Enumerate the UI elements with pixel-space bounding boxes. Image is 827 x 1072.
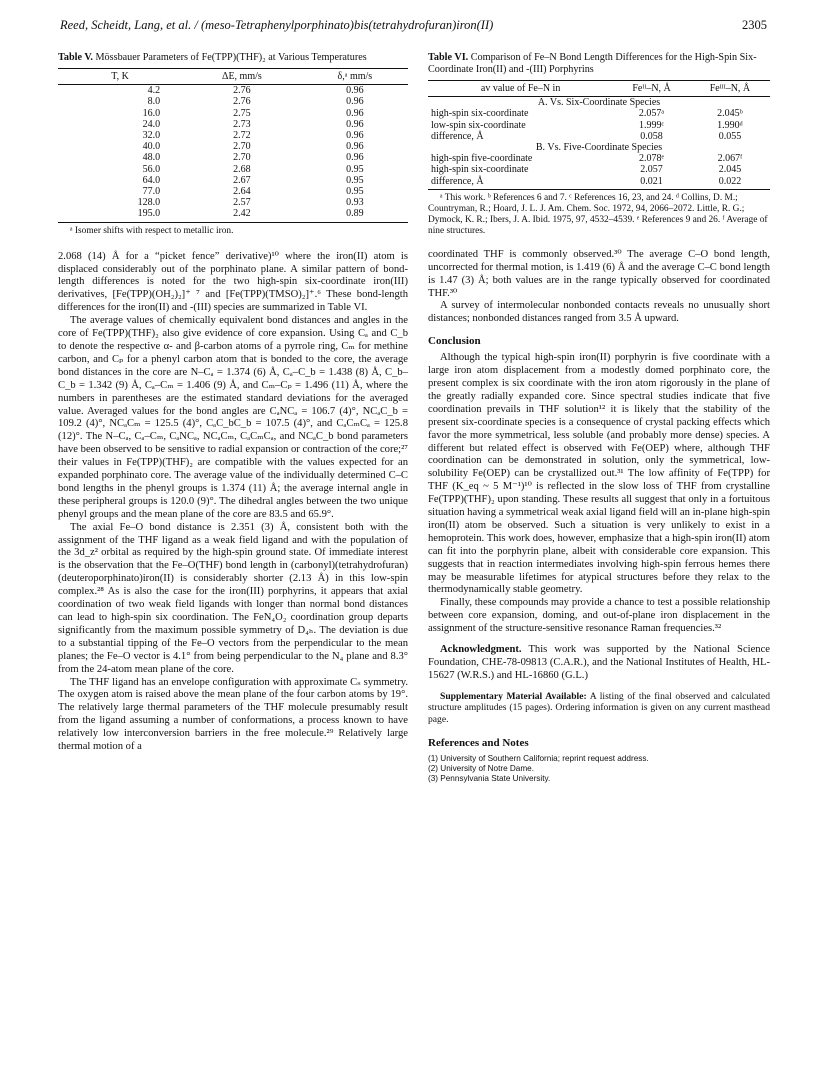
- table-cell: 2.76: [233, 96, 251, 108]
- table-cell: 0.93: [346, 197, 364, 209]
- table-cell: high-spin six-coordinate: [431, 164, 529, 176]
- table-cell: 40.0: [142, 141, 161, 153]
- table-cell: 0.96: [346, 141, 364, 153]
- table-cell: 1.990ᵈ: [717, 119, 743, 131]
- table-row: [58, 152, 408, 163]
- table-cell: 2.73: [233, 118, 251, 130]
- table-cell: 2.70: [233, 141, 251, 153]
- table-row: [58, 141, 408, 152]
- table-section-label: B. Vs. Five-Coordinate Species: [535, 142, 663, 154]
- table-cell: 0.055: [718, 130, 742, 142]
- table6-header-row: [428, 81, 770, 97]
- table-cell: 2.72: [233, 130, 251, 142]
- table-section-row: [428, 97, 770, 109]
- table-cell: 48.0: [142, 152, 161, 164]
- table-cell: 0.89: [302, 208, 408, 222]
- table-cell: 0.022: [690, 176, 770, 190]
- table-cell: high-spin six-coordinate: [431, 108, 529, 120]
- reference-item: (1) University of Southern California; reprint request address.: [428, 753, 649, 763]
- table-cell: difference, Å: [428, 176, 613, 190]
- table-cell: 77.0: [142, 186, 161, 198]
- table5-caption-text: Mössbauer Parameters of Fe(TPP)(THF)₂ at Various Temperatures: [95, 52, 367, 63]
- running-head: [60, 18, 493, 33]
- table6: [428, 80, 770, 190]
- ack-text: This work was supported by the National Science Foundation, CHE-78-09813 (C.A.R.), and the National Institutes of Health, HL-15627 (W.R.S.) and HL-16860 (G.L.): [428, 644, 770, 681]
- body-paragraph: The average values of chemically equivalent bond distances and angles in the core of Fe(TPP)(THF)₂ also give evidence of core expansion. Using Cₐ and C_b to denote the respective α- and β-carbon atoms of a pyrrole ring, Cₘ for methine carbon, and Cₚ for a phenyl carbon atom that is bonded to the core, the average bond distances in the core are N–Cₐ = 1.374 (6) Å, Cₐ–C_b = 1.438 (8) Å, C_b–C_b = 1.342 (9) Å, Cₐ–Cₘ = 1.406 (9) Å, and Cₘ–Cₚ = 1.496 (11) Å, where the numbers in parentheses are the estimated standard deviations for the averaged value. Averaged values for the bond angles are CₐNCₐ = 106.7 (4)°, NCₐC_b = 109.2 (4)°, NCₐCₘ = 125.5 (4)°, CₐC_bC_b = 107.5 (4)°, and CₐCₘCₐ = 125.8 (12)°. The N–Cₐ, Cₐ–Cₘ, CₐNCₐ, NCₐCₘ, CₐCₘCₐ, and NCₐC_b bond parameters have been observed to be sensitive to radial expansion or contraction of the core;²⁷ their values in Fe(TPP)(THF)₂ are compatible with the values expected for an expanded porphinato core. The average value of the individually determined C–C bond lengths in the phenyl groups is 1.374 (11) Å; the average internal angle in these peripheral groups is 120.0 (9)°. The dihedral angles between the two unique phenyl groups and the mean plane of the core are 83.5 and 65.9°.: [58, 315, 408, 520]
- body-paragraph: A survey of intermolecular nonbonded contacts reveals no unusually short distances; nonbonded distances ranged from 3.5 Å upward.: [428, 300, 770, 325]
- table-row: [58, 119, 408, 130]
- table-cell: 0.96: [346, 152, 364, 164]
- table-cell: 1.999ᶜ: [639, 119, 665, 131]
- table-row: [428, 153, 770, 164]
- table-cell: 2.64: [233, 186, 251, 198]
- table-row: [58, 175, 408, 186]
- table-cell: 0.021: [613, 176, 690, 190]
- table-cell: 24.0: [142, 118, 161, 130]
- table-cell: 8.0: [147, 96, 161, 108]
- body-paragraph: 2.068 (14) Å for a “picket fence” derivative)¹⁰ where the iron(II) atom is displaced considerably out of the porphinato plane. A similar pattern of bond-length differences is noted for the two high-spin six-coordinate iron(III) derivatives, [Fe(TPP)(OH₂)₂]⁺ ⁷ and [Fe(TPP)(TMSO)₂]⁺.⁶ These bond-length differences for the iron(II) and -(III) species are summarized in Table VI.: [58, 250, 408, 314]
- table-cell: 2.045: [718, 164, 742, 176]
- header-authors: Reed, Scheidt, Lang, et al.: [60, 18, 192, 32]
- table-cell: 0.96: [346, 85, 364, 97]
- table-section-row: [428, 142, 770, 153]
- table-cell: 64.0: [142, 174, 161, 186]
- table-row: [58, 186, 408, 197]
- table-row: [58, 85, 408, 97]
- table-row: [58, 96, 408, 107]
- table5-col-header: δ,ᵃ mm/s: [302, 69, 408, 85]
- table5-header-row: [58, 69, 408, 85]
- table-cell: 0.96: [346, 96, 364, 108]
- table-cell: 0.96: [346, 130, 364, 142]
- table-cell: 195.0: [58, 208, 182, 222]
- supp-label: Supplementary Material Available:: [440, 690, 587, 702]
- table-cell: 2.045ᵇ: [717, 108, 743, 120]
- table5-caption: [58, 52, 408, 64]
- table-cell: 2.057ᵃ: [638, 108, 665, 120]
- page-header: [60, 18, 767, 38]
- table6-caption: [428, 52, 770, 76]
- right-column: [428, 52, 770, 784]
- header-title: / (meso-Tetraphenylporphinato)bis(tetrahydrofuran)iron(II): [194, 18, 494, 32]
- table-cell: 2.078ᵉ: [639, 153, 665, 165]
- table-cell: 2.76: [233, 85, 251, 97]
- table5-label: Table V.: [58, 52, 93, 63]
- section-heading-references: References and Notes: [428, 737, 529, 750]
- table-row: [428, 131, 770, 142]
- table-row: [58, 164, 408, 175]
- table6-label: Table VI.: [428, 52, 469, 63]
- table-cell: 0.96: [346, 107, 364, 119]
- reference-item: (3) Pennsylvania State University.: [428, 773, 551, 783]
- table-cell: 2.42: [182, 208, 302, 222]
- ack-label: Acknowledgment.: [440, 644, 522, 656]
- body-paragraph: The THF ligand has an envelope configuration with approximate Cₛ symmetry. The oxygen atom is raised above the mean plane of the four carbon atoms by 19°. The relatively large thermal parameters of the THF molecule presumably result from the ligand assuming a number of conformations, a process known to have relatively low interconversion barriers in the free molecule.²⁹ Relatively large thermal motion of a: [58, 676, 408, 753]
- table-cell: 16.0: [142, 107, 161, 119]
- table-row: [58, 208, 408, 222]
- table-cell: 4.2: [147, 85, 161, 97]
- table-row: [58, 197, 408, 208]
- table-section-label: A. Vs. Six-Coordinate Species: [537, 97, 661, 109]
- table5-footnote: ᵃ Isomer shifts with respect to metallic iron.: [70, 225, 234, 236]
- table-row: [58, 108, 408, 119]
- table-cell: 2.75: [233, 107, 251, 119]
- table-cell: 0.058: [640, 130, 663, 142]
- table6-col-header: Feᴵᴵᴵ–N, Å: [690, 81, 770, 97]
- table-cell: 0.95: [346, 174, 364, 186]
- table-cell: 2.70: [233, 152, 251, 164]
- table-cell: low-spin six-coordinate: [431, 119, 526, 131]
- table-row: [428, 164, 770, 175]
- reference-list: [428, 754, 770, 784]
- reference-item: (2) University of Notre Dame.: [428, 763, 535, 773]
- table-cell: 2.57: [233, 197, 251, 209]
- table-cell: 2.057: [640, 164, 663, 176]
- table6-caption-text: Comparison of Fe–N Bond Length Differences for the High-Spin Six-Coordinate Iron(II) and -(III) Porphyrins: [428, 52, 757, 75]
- supp-text: A listing of the final observed and calculated structure amplitudes (15 pages). Ordering information is given on any current masthead page.: [428, 690, 770, 725]
- table5-col-header: ΔE, mm/s: [182, 69, 302, 85]
- table-row: [58, 130, 408, 141]
- table5: [58, 68, 408, 223]
- body-paragraph: Finally, these compounds may provide a chance to test a possible relationship between core expansion, doming, and out-of-plane iron displacement in the assignment of the structure-sensitive resonance Raman frequencies.³²: [428, 597, 770, 635]
- section-heading-conclusion: Conclusion: [428, 335, 481, 348]
- body-paragraph: coordinated THF is commonly observed.³⁰ The average C–O bond length, uncorrected for thermal motion, is 1.419 (6) Å and the average C–C bond length is 1.47 (3) Å; both values are in the range typically observed for coordinated THF.³⁰: [428, 248, 770, 299]
- left-column: [58, 52, 408, 754]
- table-row: [428, 120, 770, 131]
- table-cell: 0.95: [346, 186, 364, 198]
- acknowledgment: [428, 644, 770, 683]
- table-cell: 2.67: [233, 174, 251, 186]
- table-cell: 0.95: [346, 163, 364, 175]
- table-cell: 56.0: [142, 163, 161, 175]
- table-cell: difference, Å: [431, 130, 484, 142]
- table-cell: 2.067ᶠ: [717, 153, 743, 165]
- table-cell: high-spin five-coordinate: [431, 153, 533, 165]
- table-row: [428, 176, 770, 190]
- table6-footnote: ᵃ This work. ᵇ References 6 and 7. ᶜ References 16, 23, and 24. ᵈ Collins, D. M.; Countryman, R.; Hoard, J. L. J. Am. Chem. Soc. 1972, 94, 2066–2072. Little, R. G.; Dymock, K. R.; Ibers, J. A. Ibid. 1975, 97, 4532–4539. ᵉ References 9 and 26. ᶠ Average of nine structures.: [428, 192, 768, 236]
- table-cell: 0.96: [346, 118, 364, 130]
- table-cell: 32.0: [142, 130, 161, 142]
- table5-col-header: T, K: [58, 69, 182, 85]
- body-paragraph: The axial Fe–O bond distance is 2.351 (3) Å, consistent both with the assignment of the THF ligand as a weak field ligand and with the population of the 3d_z² orbital as required by the high-spin ground state. Of immediate interest is the observation that the Fe–O(THF) bond length in (carbonyl)(tetrahydrofuran)(deuteroporphinato)iron(II) is considerably shorter (2.13 Å) in this low-spin complex.²⁸ As is also the case for the iron(III) porphyrins, it appears that axial coordination of two weak field ligands with longer than normal bond distances can lead to high-spin six coordination. The FeN₄O₂ coordination group departs significantly from the maximum possible symmetry of D₄ₕ. The deviation is due to a substantial tipping of the Fe–O vectors from the perpendicular to the mean planes; the Fe–O vector is 4.1° from being perpendicular to the N₄ plane and 8.3° from the 24-atom mean plane of the core.: [58, 521, 408, 675]
- table-cell: 128.0: [137, 197, 161, 209]
- body-paragraph: Although the typical high-spin iron(II) porphyrin is five coordinate with a large iron atom displacement from a modestly domed porphinato core, the present complex is six coordinate with the iron atom rigorously in the plane of the greatly radially expanded core. Since spectral studies indicate that five coordination prevails in THF solution¹² it is likely that the stability of the present six-coordinate species is a consequence of crystal packing effects which favor the more symmetrical, less soluble (and probably more dense) species. A different but related effect is observed with Fe(OEP) where, although THF coordination can be demonstrated in solution, only the symmetrical, low-solubility Fe(OEP) can be crystallized out.³¹ The low affinity of Fe(TPP) for THF (K_eq ~ 5 M⁻¹)¹⁰ is reflected in the slow loss of THF from crystalline Fe(TPP)(THF)₂ upon standing. These results all suggest that only in a fortuitous situation having a symmetrical weak axial ligand field will an in-plane high-spin iron(II) atom be observed. Such a situation is very unlikely to exist in a hemoprotein. This work does, however, emphasize that a high-spin iron(II) atom can fit into the porphyrin plane, albeit with considerable core expansion. This suggests that in reaction intermediates involving high-spin ferrous hemes there may be measurable lifetimes for atypical structures before they relax to the thermodynamically stable geometry.: [428, 352, 770, 596]
- table6-col-header: av value of Fe–N in: [428, 81, 613, 97]
- table-row: [428, 108, 770, 119]
- supplementary-material: [428, 691, 770, 725]
- table-cell: 2.68: [233, 163, 251, 175]
- table6-col-header: Feᴵᴵ–N, Å: [613, 81, 690, 97]
- page-number: 2305: [742, 18, 767, 32]
